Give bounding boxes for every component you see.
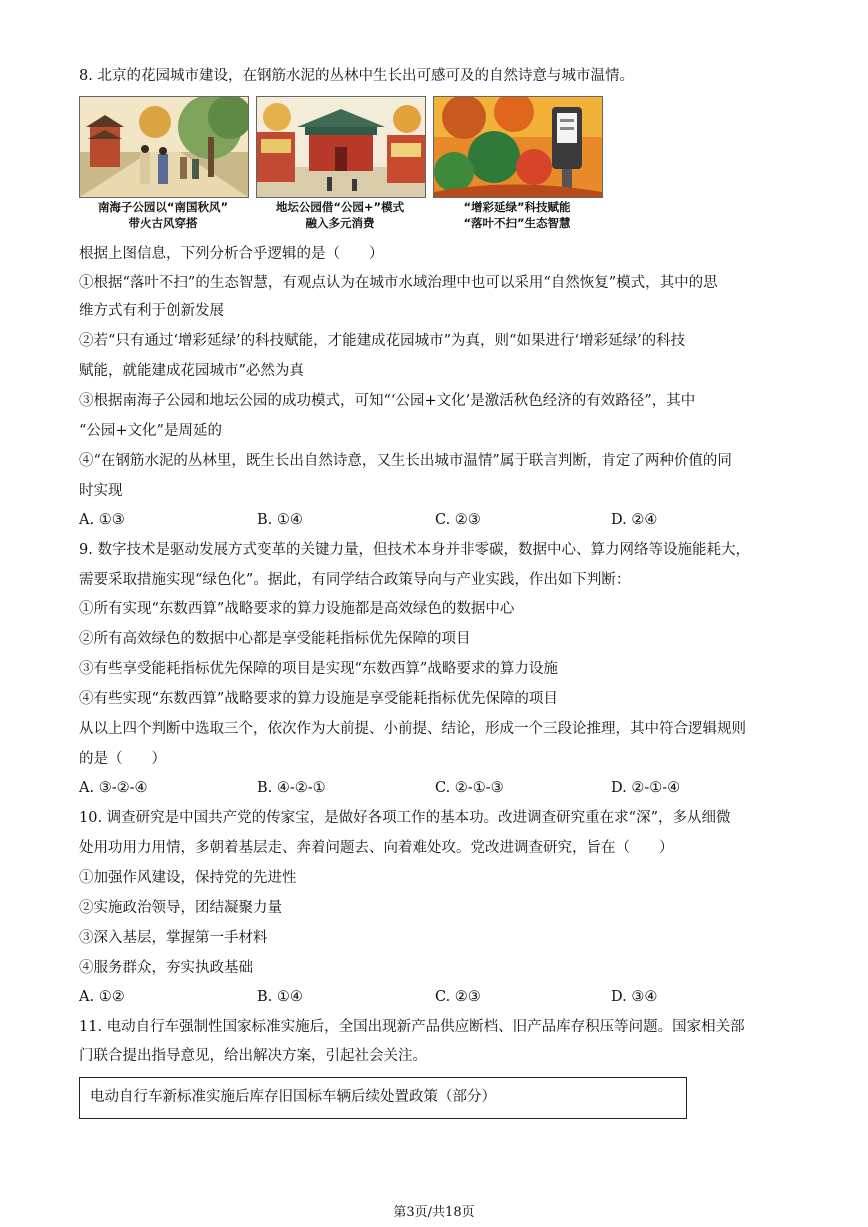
q8-statement: ④“在钢筋水泥的丛林里，既生长出自然诗意，又生长出城市温情”属于联言判断，肯定了两种价值的同 bbox=[79, 453, 732, 469]
q8-statement: ③根据南海子公园和地坛公园的成功模式，可知“‘公园+文化’是激活秋色经济的有效路径”，其中 bbox=[79, 393, 696, 409]
option-d[interactable]: D. ③④ bbox=[611, 989, 658, 1005]
q8-statement: 赋能，就能建成花园城市”必然为真 bbox=[79, 363, 304, 379]
q8-statement: 时实现 bbox=[79, 483, 123, 499]
caption-line: 带火古风穿搭 bbox=[128, 216, 198, 230]
caption-line: “增彩延绿”科技赋能 bbox=[463, 200, 571, 214]
option-a[interactable]: A. ①② bbox=[79, 989, 125, 1005]
q8-options bbox=[79, 510, 799, 530]
option-d[interactable]: D. ②-①-④ bbox=[611, 780, 681, 796]
q9-line: 需要采取措施实现“绿色化”。据此，有同学结合政策导向与产业实践，作出如下判断： bbox=[79, 572, 631, 588]
q10-line: ②实施政治领导，团结凝聚力量 bbox=[79, 900, 282, 916]
q10-line: ③深入基层，掌握第一手材料 bbox=[79, 930, 268, 946]
q8-statement: ①根据“落叶不扫”的生态智慧，有观点认为在城市水域治理中也可以采用“自然恢复”模式，其中的思 bbox=[79, 275, 718, 291]
caption-line: 融入多元消费 bbox=[305, 216, 375, 230]
q9-line: ③有些享受能耗指标优先保障的项目是实现“东数西算”战略要求的算力设施 bbox=[79, 661, 558, 677]
q10-line: ①加强作风建设，保持党的先进性 bbox=[79, 870, 297, 886]
autumn-leaves-scene-icon bbox=[434, 97, 602, 197]
q8-statement: “公园+文化”是周延的 bbox=[79, 423, 222, 439]
ditan-caption bbox=[256, 199, 424, 231]
q9-line: ④有些实现“东数西算”战略要求的算力设施是享受能耗指标优先保障的项目 bbox=[79, 691, 558, 707]
nanhaizi-park-image bbox=[79, 96, 249, 198]
q10-line: 10. 调查研究是中国共产党的传家宝，是做好各项工作的基本功。改进调查研究重在求“深”，多从细微 bbox=[79, 810, 731, 826]
temple-market-scene-icon bbox=[257, 97, 425, 197]
q8-question: 根据上图信息，下列分析合乎逻辑的是（ ） bbox=[79, 246, 384, 262]
q10-options bbox=[79, 987, 799, 1007]
q9-line: 9. 数字技术是驱动发展方式变革的关键力量，但技术本身并非零碳，数据中心、算力网络等设施能耗大， bbox=[79, 542, 750, 558]
option-a[interactable]: A. ③-②-④ bbox=[79, 780, 148, 796]
q9-line: ①所有实现“东数西算”战略要求的算力设施都是高效绿色的数据中心 bbox=[79, 601, 515, 617]
option-c[interactable]: C. ②③ bbox=[435, 512, 481, 528]
q10-line: 处用功用力用情，多朝着基层走、奔着问题去、向着难处攻。党改进调查研究，旨在（ ） bbox=[79, 840, 674, 856]
ditan-park-image bbox=[256, 96, 426, 198]
policy-table-box bbox=[79, 1077, 687, 1119]
leaves-caption bbox=[433, 199, 601, 231]
option-a[interactable]: A. ①③ bbox=[79, 512, 125, 528]
q11-line: 门联合提出指导意见，给出解决方案，引起社会关注。 bbox=[79, 1048, 427, 1064]
page-footer: 第3页/共18页 bbox=[393, 1205, 475, 1220]
autumn-leaves-image bbox=[433, 96, 603, 198]
option-d[interactable]: D. ②④ bbox=[611, 512, 658, 528]
policy-table-title: 电动自行车新标准实施后库存旧国标车辆后续处置政策（部分） bbox=[90, 1089, 496, 1105]
caption-line: “落叶不扫”生态智慧 bbox=[463, 216, 571, 230]
option-c[interactable]: C. ②-①-③ bbox=[435, 780, 504, 796]
option-c[interactable]: C. ②③ bbox=[435, 989, 481, 1005]
caption-line: 地坛公园借“公园+”模式 bbox=[275, 200, 405, 214]
park-pagoda-scene-icon bbox=[80, 97, 248, 197]
q8-statement: ②若“只有通过‘增彩延绿’的科技赋能，才能建成花园城市”为真，则“如果进行‘增彩延绿’的科技 bbox=[79, 333, 686, 349]
option-b[interactable]: B. ①④ bbox=[257, 989, 303, 1005]
q11-line: 11. 电动自行车强制性国家标准实施后，全国出现新产品供应断档、旧产品库存积压等问题。国家相关部 bbox=[79, 1019, 745, 1035]
q8-stem: 8. 北京的花园城市建设，在钢筋水泥的丛林中生长出可感可及的自然诗意与城市温情。 bbox=[79, 68, 634, 84]
option-b[interactable]: B. ④-②-① bbox=[257, 780, 326, 796]
q10-line: ④服务群众，夯实执政基础 bbox=[79, 960, 253, 976]
caption-line: 南海子公园以“南国秋风” bbox=[97, 200, 229, 214]
q9-line: 从以上四个判断中选取三个，依次作为大前提、小前提、结论，形成一个三段论推理，其中符合逻辑规则 bbox=[79, 721, 746, 737]
q9-line: 的是（ ） bbox=[79, 751, 166, 767]
q9-line: ②所有高效绿色的数据中心都是享受能耗指标优先保障的项目 bbox=[79, 631, 471, 647]
option-b[interactable]: B. ①④ bbox=[257, 512, 303, 528]
q8-statement: 维方式有利于创新发展 bbox=[79, 303, 224, 319]
q9-options bbox=[79, 778, 799, 798]
nanhaizi-caption bbox=[79, 199, 247, 231]
